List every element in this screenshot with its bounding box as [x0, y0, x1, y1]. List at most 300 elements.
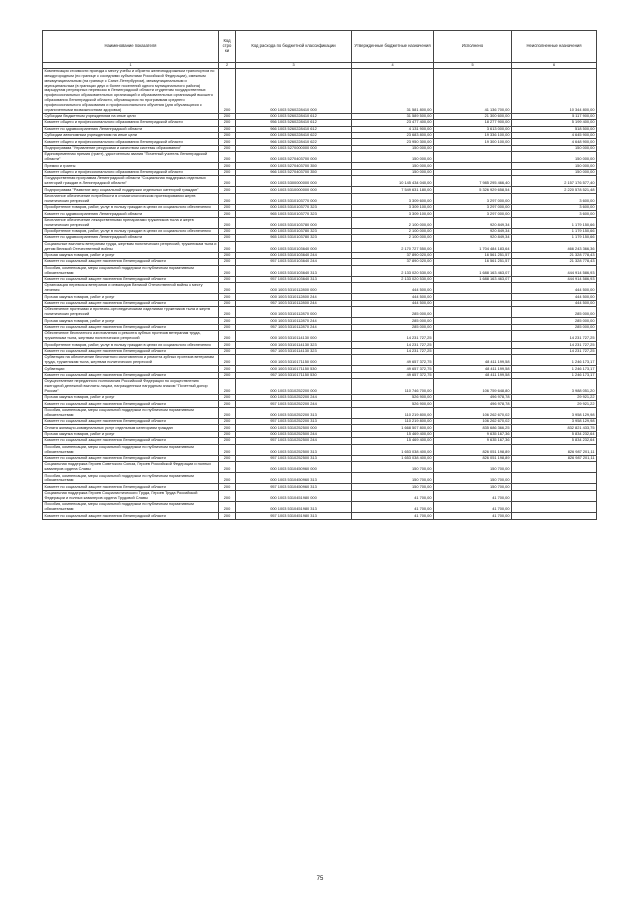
row-approved-amount: 15 469 400,00 [352, 431, 434, 437]
row-name: Единовременная премия (грант), удостоенным звания "Почетный учитель Ленинградской области" [43, 152, 219, 163]
row-name: Прочая закупка товаров, работ и услуг [43, 431, 219, 437]
row-name: Осуществление переданного полномочия Российской Федерации по осуществлению ежегодной денежной выплаты лицам, награжденным нагрудным знаком "Почетный донор России" [43, 379, 219, 395]
table-row [43, 379, 597, 395]
row-executed-amount: 106 262 670,02 [434, 407, 512, 418]
row-unexecuted-amount: 14 231 727,25 [512, 348, 597, 354]
row-unexecuted-amount [512, 490, 597, 501]
table-row [43, 193, 597, 204]
row-executed-amount [434, 283, 512, 294]
row-approved-amount: 150 000,00 [352, 145, 434, 151]
row-name: Организация перевозок ветеранов и инвалидов Великой Отечественной войны к месту лечения [43, 283, 219, 294]
row-executed-amount: 16 561 251,57 [434, 252, 512, 258]
row-name: Пособия, компенсации, меры социальной поддержки по публичным нормативным обязательствам [43, 407, 219, 418]
row-unexecuted-amount: 10 344 800,00 [512, 68, 597, 113]
row-unexecuted-amount: 832 821 433,75 [512, 425, 597, 431]
row-budget-code: 000 1003 5270000000 000 [236, 145, 352, 151]
row-budget-code: 000 1003 5310112800 000 [236, 283, 352, 294]
row-budget-code: 000 1003 5310450960 313 [236, 473, 352, 484]
row-executed-amount: 920 849,34 [434, 217, 512, 228]
table-row [43, 217, 597, 228]
row-executed-amount: 496 978,78 [434, 394, 512, 400]
row-executed-amount: 9 635 167,36 [434, 431, 512, 437]
row-line-code: 200 [219, 132, 236, 138]
row-approved-amount: 110 746 700,00 [352, 379, 434, 395]
row-unexecuted-amount: 466 243 366,36 [512, 241, 597, 252]
row-approved-amount: 2 133 020 530,00 [352, 265, 434, 276]
row-approved-amount: 3 309 600,00 [352, 193, 434, 204]
row-approved-amount: 1 653 038 400,00 [352, 455, 434, 461]
row-budget-code: 956 1003 5260228410 612 [236, 120, 352, 126]
row-line-code: 200 [219, 68, 236, 113]
row-budget-code: 957 1003 5310252200 244 [236, 401, 352, 407]
row-approved-amount: 285 000,00 [352, 324, 434, 330]
row-name: Комитет по социальной защите населения Ленинградской области [43, 484, 219, 490]
row-line-code: 200 [219, 283, 236, 294]
row-executed-amount: 150 700,00 [434, 462, 512, 473]
row-name: Прочая закупка товаров, работ и услуг [43, 318, 219, 324]
row-name: Прочая закупка товаров, работ и услуг [43, 294, 219, 300]
row-line-code: 200 [219, 169, 236, 175]
row-budget-code: 957 1003 5310252200 313 [236, 418, 352, 424]
row-approved-amount: 23 683 800,00 [352, 132, 434, 138]
row-approved-amount: 1 653 038 400,00 [352, 444, 434, 455]
row-budget-code: 957 1003 5310114130 323 [236, 348, 352, 354]
row-unexecuted-amount: 444 500,00 [512, 283, 597, 294]
row-line-code: 200 [219, 265, 236, 276]
table-row [43, 513, 597, 519]
row-unexecuted-amount: 4 645 900,00 [512, 132, 597, 138]
row-budget-code: 000 1003 5310252500 000 [236, 425, 352, 431]
row-approved-amount: 526 900,00 [352, 394, 434, 400]
row-line-code: 200 [219, 401, 236, 407]
row-unexecuted-amount: 3 988 051,20 [512, 379, 597, 395]
row-budget-code: 966 1003 5260228410 612 [236, 126, 352, 132]
row-name: Комитет общего и профессионального образования Ленинградской области [43, 139, 219, 145]
row-budget-code: 000 1003 5310112800 244 [236, 294, 352, 300]
row-unexecuted-amount: 3 600,00 [512, 193, 597, 204]
column-number: 2 [219, 62, 236, 68]
row-approved-amount: 41 700,00 [352, 490, 434, 501]
row-executed-amount: 920 849,34 [434, 228, 512, 234]
row-unexecuted-amount: 444 914 586,93 [512, 265, 597, 276]
header-executed: Исполнено [434, 31, 512, 63]
row-approved-amount: 444 500,00 [352, 300, 434, 306]
row-line-code: 200 [219, 348, 236, 354]
row-name: Социальная поддержка Героев Социалистического Труда, Героев Труда Российской Федерации и полных кавалеров ордена Трудовой Славы [43, 490, 219, 501]
row-line-code: 200 [219, 145, 236, 151]
row-executed-amount: 21 300 600,00 [434, 113, 512, 119]
row-name: Прочая закупка товаров, работ и услуг [43, 252, 219, 258]
row-unexecuted-amount: 3 958 129,98 [512, 418, 597, 424]
row-line-code: 200 [219, 324, 236, 330]
row-name: Оплата жилищно-коммунальных услуг отдельным категориям граждан [43, 425, 219, 431]
row-budget-code: 000 1003 5310103770 323 [236, 204, 352, 210]
row-executed-amount: 9 635 167,36 [434, 438, 512, 444]
row-budget-code: 957 1003 5310103640 313 [236, 276, 352, 282]
header-code: Код расхода по бюджетной классификации [236, 31, 352, 63]
row-approved-amount: 7 549 631 180,00 [352, 187, 434, 193]
row-unexecuted-amount: 285 000,00 [512, 307, 597, 318]
column-number: 3 [236, 62, 352, 68]
row-budget-code: 000 1003 5310114130 323 [236, 342, 352, 348]
table-row [43, 241, 597, 252]
row-executed-amount [434, 331, 512, 342]
row-budget-code: 957 1003 5310252500 244 [236, 438, 352, 444]
row-unexecuted-amount: 1 246 173,17 [512, 372, 597, 378]
row-line-code: 200 [219, 113, 236, 119]
row-approved-amount: 23 477 400,00 [352, 120, 434, 126]
row-budget-code: 000 1003 5310103770 000 [236, 193, 352, 204]
row-approved-amount: 150 700,00 [352, 473, 434, 484]
row-executed-amount: 41 700,00 [434, 490, 512, 501]
column-number: 1 [43, 62, 219, 68]
row-name: Комитет по социальной защите населения Ленинградской области [43, 513, 219, 519]
row-unexecuted-amount [512, 502, 597, 513]
row-unexecuted-amount: 518 500,00 [512, 126, 597, 132]
row-unexecuted-amount: 29 921,22 [512, 394, 597, 400]
row-name: Приобретение товаров, работ, услуг в пользу граждан в целях их социального обеспечения [43, 228, 219, 234]
row-approved-amount: 3 309 100,00 [352, 211, 434, 217]
row-name: Комитет по социальной защите населения Ленинградской области [43, 259, 219, 265]
header-name: Наименование показателя [43, 31, 219, 63]
row-name: Комитет по социальной защите населения Ленинградской области [43, 324, 219, 330]
row-unexecuted-amount: 826 987 201,11 [512, 455, 597, 461]
row-executed-amount: 150 700,00 [434, 484, 512, 490]
row-budget-code: 000 1003 5310252200 313 [236, 407, 352, 418]
row-budget-code: 000 1003 5310103780 000 [236, 217, 352, 228]
row-unexecuted-amount: 444 500,00 [512, 294, 597, 300]
row-executed-amount: 41 700,00 [434, 513, 512, 519]
row-line-code: 200 [219, 462, 236, 473]
row-approved-amount: 37 890 020,00 [352, 259, 434, 265]
table-row [43, 265, 597, 276]
column-number: 5 [434, 62, 512, 68]
row-approved-amount: 10 145 434 040,00 [352, 176, 434, 187]
row-name: Субвенция на обеспечение бесплатного изготовления и ремонта зубных протезов ветеранам труда, труженикам тыла, жертвам политических репрессий [43, 355, 219, 366]
row-unexecuted-amount [512, 513, 597, 519]
row-approved-amount: 110 219 800,00 [352, 418, 434, 424]
row-unexecuted-amount: 150 000,00 [512, 169, 597, 175]
row-name: Комитет общего и профессионального образования Ленинградской области [43, 169, 219, 175]
row-approved-amount: 14 231 727,25 [352, 348, 434, 354]
row-name: Государственная программа Ленинградской области "Социальная поддержка отдельных категорий граждан в Ленинградской области" [43, 176, 219, 187]
row-executed-amount: 41 136 700,00 [434, 68, 512, 113]
row-unexecuted-amount: 826 987 201,11 [512, 444, 597, 455]
row-name: Бесплатное обеспечение потребности в стоматологическом протезировании жертв политических репрессий [43, 193, 219, 204]
row-budget-code: 965 1003 5310103780 323 [236, 235, 352, 241]
row-executed-amount: 19 336 100,00 [434, 132, 512, 138]
row-budget-code: 000 1003 5310112870 000 [236, 307, 352, 318]
row-budget-code: 000 1003 5310252200 244 [236, 394, 352, 400]
row-line-code: 200 [219, 163, 236, 169]
row-approved-amount: 150 000,00 [352, 152, 434, 163]
row-executed-amount: 3 613 000,00 [434, 126, 512, 132]
row-line-code: 200 [219, 438, 236, 444]
row-line-code: 200 [219, 372, 236, 378]
column-number: 6 [512, 62, 597, 68]
row-budget-code: 000 1003 5310000000 000 [236, 187, 352, 193]
row-executed-amount: 106 759 648,80 [434, 379, 512, 395]
row-unexecuted-amount: 1 179 150,66 [512, 217, 597, 228]
row-line-code: 200 [219, 444, 236, 455]
row-approved-amount: 41 700,00 [352, 513, 434, 519]
row-name: Премии и гранты [43, 163, 219, 169]
row-line-code: 200 [219, 139, 236, 145]
row-executed-amount: 3 297 000,00 [434, 211, 512, 217]
row-executed-amount: 496 978,78 [434, 401, 512, 407]
row-executed-amount: 41 700,00 [434, 502, 512, 513]
row-name: Комитет общего и профессионального образования Ленинградской области [43, 120, 219, 126]
row-name: Комитет по социальной защите населения Ленинградской области [43, 418, 219, 424]
row-unexecuted-amount: 444 500,00 [512, 300, 597, 306]
row-line-code: 200 [219, 425, 236, 431]
row-budget-code: 966 1003 5260228410 622 [236, 139, 352, 145]
row-line-code: 200 [219, 235, 236, 241]
row-approved-amount: 14 231 727,25 [352, 331, 434, 342]
row-executed-amount: 48 411 199,58 [434, 372, 512, 378]
row-name: Обеспечение протезами и протезно-ортопедическими изделиями тружеников тыла и жертв политических репрессий [43, 307, 219, 318]
row-approved-amount: 49 657 372,75 [352, 366, 434, 372]
row-approved-amount: 2 100 000,00 [352, 228, 434, 234]
row-name: Социальные выплаты ветеранам труда, жертвам политических репрессий, труженикам тыла и детям Великой Отечественной войны [43, 241, 219, 252]
row-name: Приобретение товаров, работ, услуг в пользу граждан в целях их социального обеспечения [43, 342, 219, 348]
row-approved-amount: 15 469 400,00 [352, 438, 434, 444]
budget-execution-table [42, 30, 597, 520]
row-unexecuted-amount: 5 834 232,64 [512, 438, 597, 444]
row-name: Обеспечение бесплатного изготовления и ремонта зубных протезов ветеранам труда, труженикам тыла, жертвам политических репрессий [43, 331, 219, 342]
row-budget-code: 000 1003 5270403700 350 [236, 163, 352, 169]
column-number: 4 [352, 62, 434, 68]
row-budget-code: 957 1003 5310451980 313 [236, 513, 352, 519]
row-approved-amount: 31 581 800,00 [352, 68, 434, 113]
table-row [43, 473, 597, 484]
row-approved-amount: 37 890 020,00 [352, 252, 434, 258]
row-budget-code: 957 1003 5310450960 313 [236, 484, 352, 490]
row-name: Комитет по здравоохранению Ленинградской области [43, 211, 219, 217]
row-line-code: 200 [219, 126, 236, 132]
row-name: Социальная поддержка Героев Советского Союза, Героев Российской Федерации и полных кавалеров ордена Славы [43, 462, 219, 473]
row-approved-amount: 526 900,00 [352, 401, 434, 407]
row-line-code: 200 [219, 513, 236, 519]
row-name: Пособия, компенсации, меры социальной поддержки по публичным нормативным обязательствам [43, 473, 219, 484]
row-name: Комитет по социальной защите населения Ленинградской области [43, 372, 219, 378]
row-approved-amount: 444 500,00 [352, 283, 434, 294]
row-line-code: 200 [219, 342, 236, 348]
row-budget-code: 965 1003 5310103770 323 [236, 211, 352, 217]
row-approved-amount: 444 500,00 [352, 294, 434, 300]
row-approved-amount: 41 700,00 [352, 502, 434, 513]
table-body [43, 68, 597, 519]
row-line-code: 200 [219, 431, 236, 437]
row-budget-code: 957 1003 5310252500 313 [236, 455, 352, 461]
row-approved-amount: 150 700,00 [352, 462, 434, 473]
row-line-code: 200 [219, 259, 236, 265]
row-name: Комитет по социальной защите населения Ленинградской области [43, 401, 219, 407]
row-executed-amount: 150 700,00 [434, 473, 512, 484]
row-budget-code: 000 1003 5310252500 244 [236, 431, 352, 437]
row-executed-amount: 3 297 000,00 [434, 204, 512, 210]
row-budget-code: 000 1003 5310171150 530 [236, 366, 352, 372]
row-unexecuted-amount: 1 246 173,17 [512, 355, 597, 366]
row-unexecuted-amount [512, 473, 597, 484]
row-approved-amount: 49 657 372,75 [352, 372, 434, 378]
header-unexecuted: Неисполненные назначения [512, 31, 597, 63]
table-row [43, 68, 597, 113]
row-approved-amount: 1 668 507 800,00 [352, 425, 434, 431]
row-approved-amount: 285 000,00 [352, 318, 434, 324]
row-line-code: 200 [219, 252, 236, 258]
row-budget-code: 000 1003 5310451980 313 [236, 502, 352, 513]
row-budget-code: 000 1003 5310103640 000 [236, 241, 352, 252]
row-line-code: 200 [219, 484, 236, 490]
row-unexecuted-amount: 285 000,00 [512, 318, 597, 324]
table-row [43, 462, 597, 473]
row-unexecuted-amount: 4 648 900,00 [512, 139, 597, 145]
header-approved: Утвержденные бюджетные назначения [352, 31, 434, 63]
table-row [43, 176, 597, 187]
row-name: Комитет по здравоохранению Ленинградской области [43, 126, 219, 132]
table-row [43, 331, 597, 342]
row-budget-code: 000 1003 5300000000 000 [236, 176, 352, 187]
page-number: 75 [316, 876, 324, 882]
table-row [43, 307, 597, 318]
row-line-code: 200 [219, 394, 236, 400]
row-executed-amount: 19 300 100,00 [434, 139, 512, 145]
row-name: Комитет по социальной защите населения Ленинградской области [43, 276, 219, 282]
row-approved-amount: 110 219 800,00 [352, 407, 434, 418]
row-approved-amount: 150 700,00 [352, 484, 434, 490]
row-budget-code: 000 1003 5310451980 000 [236, 490, 352, 501]
row-name: Пособия, компенсации, меры социальной поддержки по публичным нормативным обязательствам [43, 265, 219, 276]
row-budget-code: 000 1003 5310103780 323 [236, 228, 352, 234]
row-line-code: 200 [219, 241, 236, 252]
row-approved-amount: 285 000,00 [352, 307, 434, 318]
row-name: Комитет по здравоохранению Ленинградской области [43, 235, 219, 241]
row-line-code: 200 [219, 187, 236, 193]
row-unexecuted-amount: 1 179 150,66 [512, 228, 597, 234]
row-unexecuted-amount: 21 328 778,43 [512, 259, 597, 265]
row-name: Пособия, компенсации, меры социальной поддержки по публичным нормативным обязательствам [43, 444, 219, 455]
row-budget-code: 000 1003 5310103640 244 [236, 252, 352, 258]
row-executed-amount: 3 297 000,00 [434, 193, 512, 204]
row-unexecuted-amount: 29 921,22 [512, 401, 597, 407]
row-line-code: 200 [219, 294, 236, 300]
row-line-code: 200 [219, 455, 236, 461]
row-name: Комитет по социальной защите населения Ленинградской области [43, 348, 219, 354]
row-budget-code: 957 1003 5310112870 244 [236, 324, 352, 330]
row-executed-amount: 1 704 484 183,64 [434, 241, 512, 252]
row-name: Комитет по социальной защите населения Ленинградской области [43, 455, 219, 461]
row-executed-amount: 48 411 199,58 [434, 355, 512, 366]
row-line-code: 200 [219, 300, 236, 306]
row-executed-amount: 1 688 163 463,07 [434, 276, 512, 282]
row-line-code: 200 [219, 407, 236, 418]
row-executed-amount: 48 411 199,58 [434, 366, 512, 372]
row-budget-code: 966 1003 5270403700 350 [236, 169, 352, 175]
row-budget-code: 000 1003 5310171150 000 [236, 355, 352, 366]
row-line-code: 200 [219, 176, 236, 187]
row-approved-amount: 150 000,00 [352, 169, 434, 175]
table-header-row [43, 31, 597, 63]
row-line-code: 200 [219, 379, 236, 395]
row-approved-amount: 2 100 000,00 [352, 217, 434, 228]
row-unexecuted-amount: 150 000,00 [512, 145, 597, 151]
row-approved-amount: 3 309 100,00 [352, 204, 434, 210]
table-row [43, 355, 597, 366]
row-name: Бесплатное обеспечение лекарственными препаратами тружеников тыла и жертв политических репрессий [43, 217, 219, 228]
row-unexecuted-amount: 5 834 232,64 [512, 431, 597, 437]
row-line-code: 200 [219, 331, 236, 342]
row-name: Субсидии автономным учреждениям на иные цели [43, 132, 219, 138]
row-approved-amount: 4 131 900,00 [352, 126, 434, 132]
row-unexecuted-amount: 14 231 727,25 [512, 331, 597, 342]
row-approved-amount: 49 657 372,75 [352, 355, 434, 366]
row-approved-amount: 23 950 300,00 [352, 139, 434, 145]
table-row [43, 490, 597, 501]
row-name: Приобретение товаров, работ, услуг в пользу граждан в целях их социального обеспечения [43, 204, 219, 210]
row-name: Субвенции [43, 366, 219, 372]
row-executed-amount: 1 688 163 463,07 [434, 265, 512, 276]
row-unexecuted-amount: 285 000,00 [512, 324, 597, 330]
row-line-code: 200 [219, 318, 236, 324]
row-unexecuted-amount: 3 600,00 [512, 204, 597, 210]
row-unexecuted-amount [512, 462, 597, 473]
row-executed-amount: 826 051 198,89 [434, 444, 512, 455]
row-budget-code: 000 1003 5260228410 000 [236, 68, 352, 113]
row-budget-code: 957 1003 5310112800 244 [236, 300, 352, 306]
row-budget-code: 000 1003 5310450960 000 [236, 462, 352, 473]
row-name: Субсидии бюджетным учреждениям на иные цели [43, 113, 219, 119]
row-unexecuted-amount: 21 328 778,43 [512, 252, 597, 258]
row-budget-code: 000 1003 5310252200 000 [236, 379, 352, 395]
row-unexecuted-amount: 150 000,00 [512, 163, 597, 169]
row-line-code: 200 [219, 228, 236, 234]
row-line-code: 200 [219, 490, 236, 501]
row-executed-amount: 18 277 900,00 [434, 120, 512, 126]
row-approved-amount: 2 133 020 530,00 [352, 276, 434, 282]
row-unexecuted-amount: 2 220 578 521,48 [512, 187, 597, 193]
table-row [43, 444, 597, 455]
row-budget-code: 000 1003 5260228410 612 [236, 113, 352, 119]
row-unexecuted-amount: 444 914 586,93 [512, 276, 597, 282]
row-name: Пособия, компенсации, меры социальной поддержки по публичным нормативным обязательствам [43, 502, 219, 513]
row-executed-amount: 7 985 295 466,40 [434, 176, 512, 187]
row-executed-amount: 920 849,34 [434, 235, 512, 241]
row-executed-amount: 826 051 198,89 [434, 455, 512, 461]
row-executed-amount: 5 326 929 658,54 [434, 187, 512, 193]
row-executed-amount: 106 262 670,02 [434, 418, 512, 424]
row-unexecuted-amount: 1 179 150,66 [512, 235, 597, 241]
row-name: Подпрограмма "Управление ресурсами и качеством системы образования" [43, 145, 219, 151]
header-line: Код стро ки [219, 31, 236, 63]
row-line-code: 200 [219, 473, 236, 484]
row-unexecuted-amount: 2 157 176 577,40 [512, 176, 597, 187]
row-name: Комитет по социальной защите населения Ленинградской области [43, 438, 219, 444]
row-executed-amount: 835 686 366,25 [434, 425, 512, 431]
row-approved-amount: 2 170 727 550,00 [352, 241, 434, 252]
row-line-code: 200 [219, 152, 236, 163]
row-unexecuted-amount: 1 246 173,17 [512, 366, 597, 372]
row-unexecuted-amount: 3 958 129,98 [512, 407, 597, 418]
row-budget-code: 000 1003 5310112870 244 [236, 318, 352, 324]
row-approved-amount: 14 231 727,25 [352, 342, 434, 348]
row-line-code: 200 [219, 211, 236, 217]
row-executed-amount: 16 561 251,57 [434, 259, 512, 265]
row-unexecuted-amount: 5 199 400,00 [512, 120, 597, 126]
row-unexecuted-amount: 5 117 900,00 [512, 113, 597, 119]
row-approved-amount: 31 589 500,00 [352, 113, 434, 119]
row-line-code: 200 [219, 307, 236, 318]
